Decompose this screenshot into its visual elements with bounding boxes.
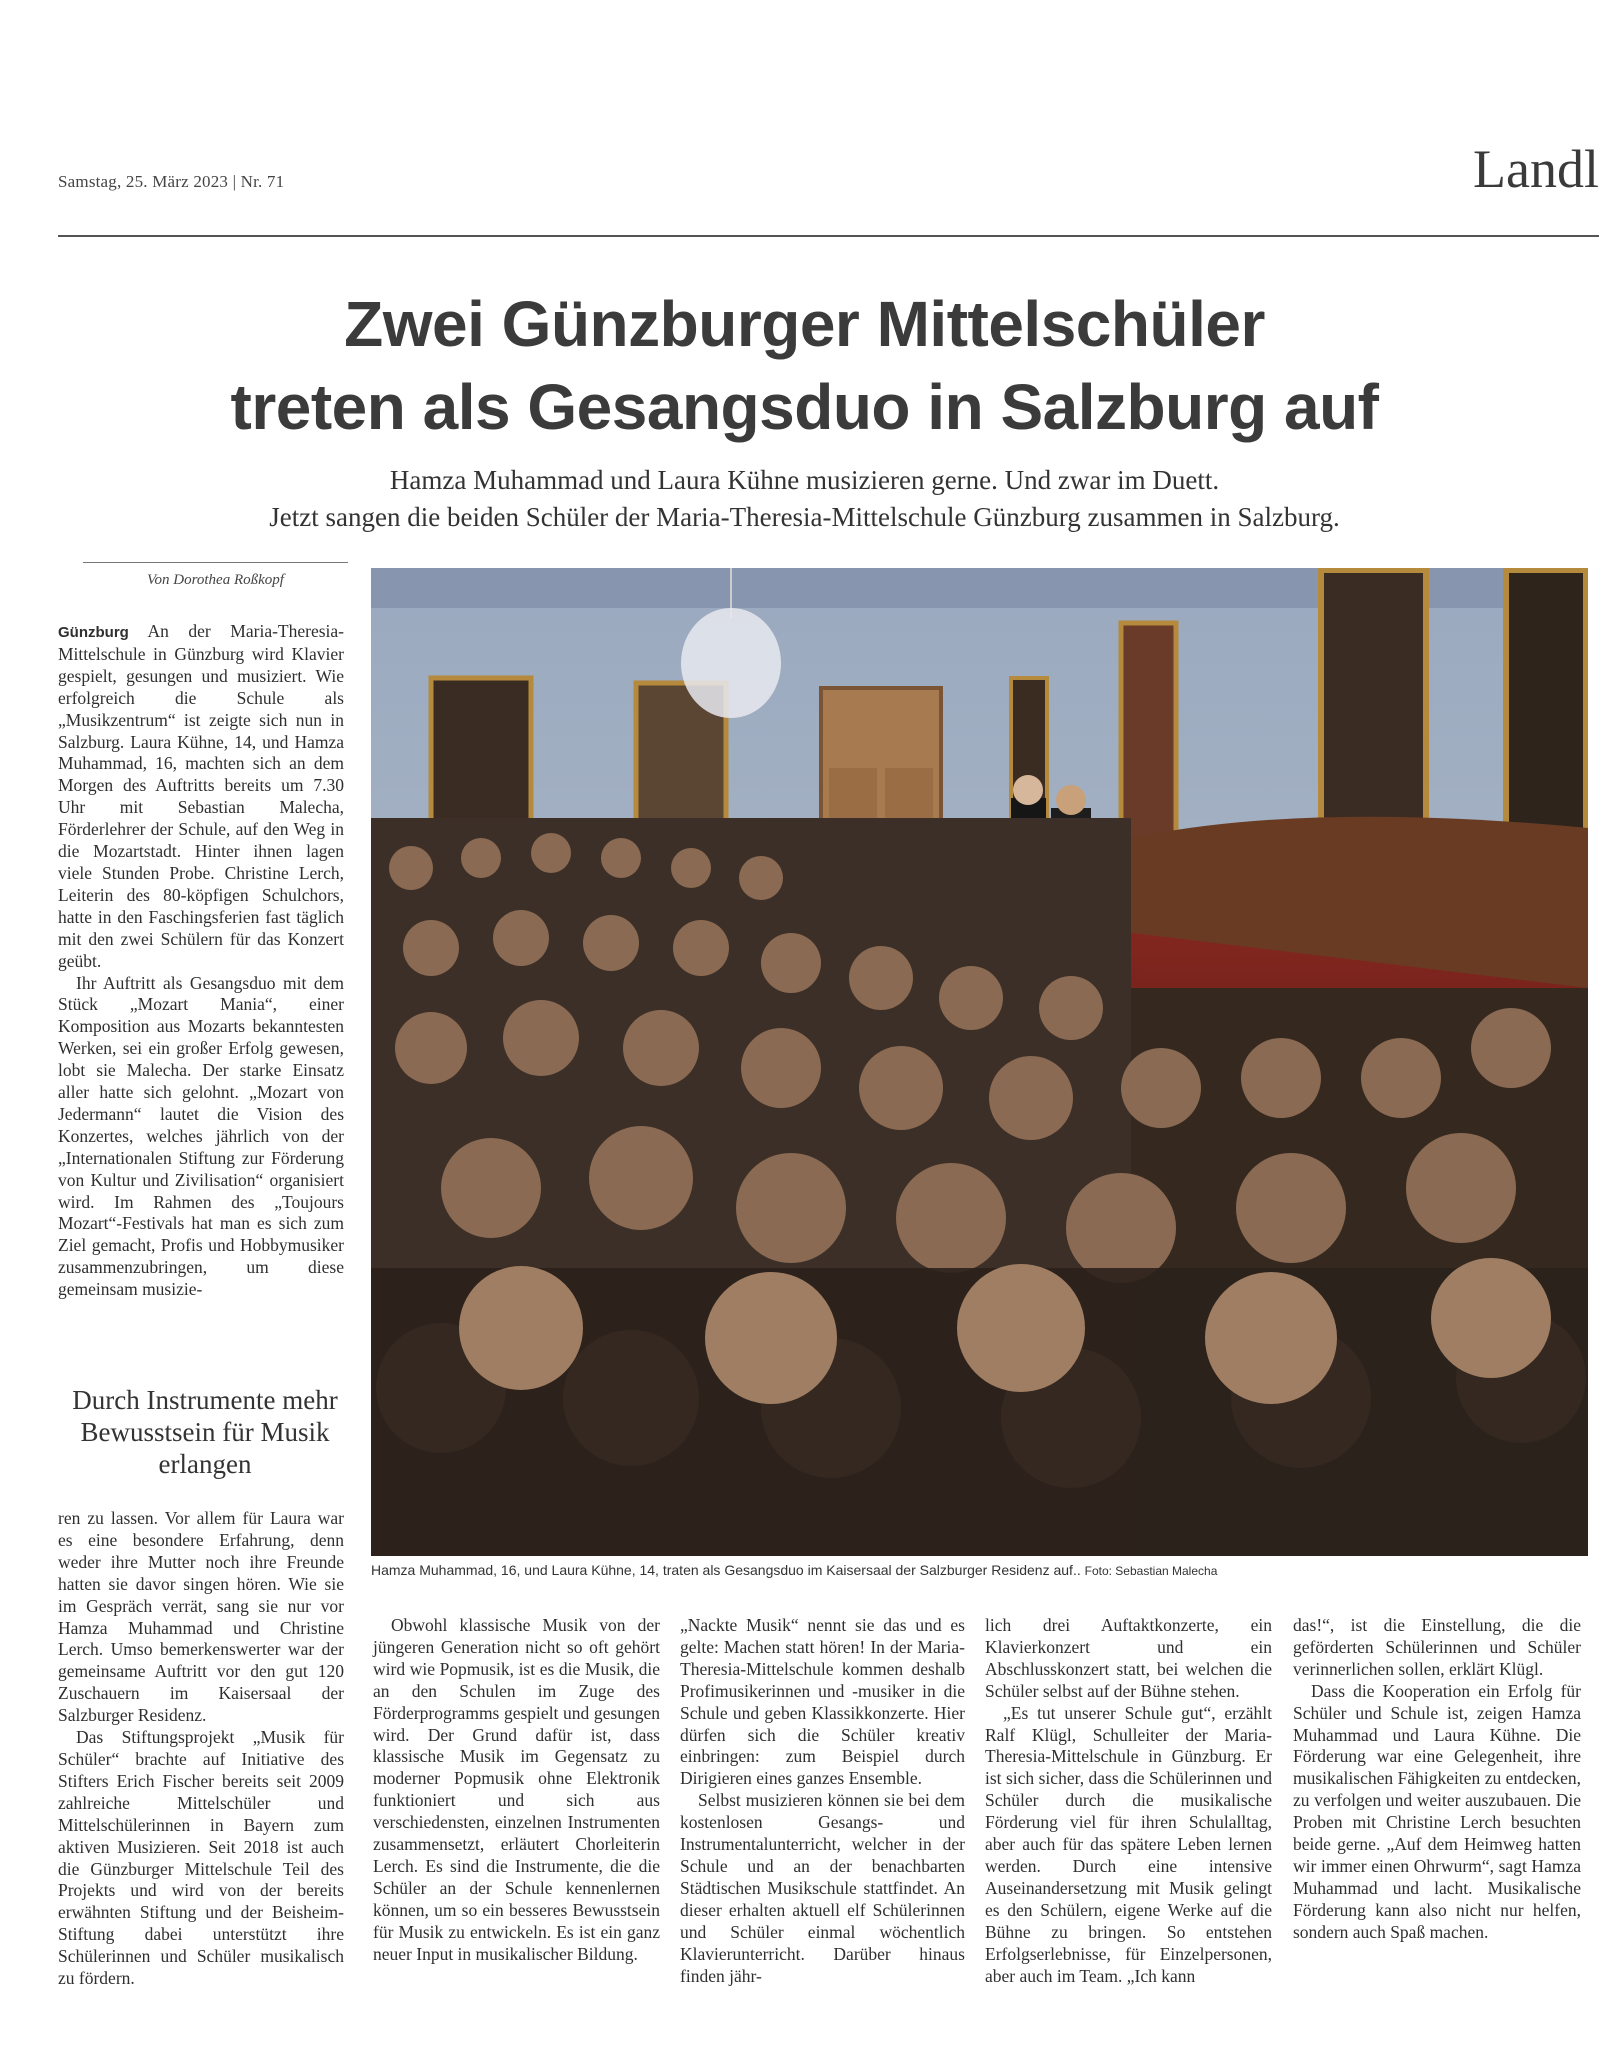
dateline-location: Günzburg xyxy=(58,624,129,641)
paragraph: Ihr Auftritt als Gesangsduo mit dem Stück „Mozart Mania“, einer Komposition aus Mozarts bekanntesten Werken, sei ein großer Erfolg gewesen, lobt sie Malecha. Der starke Einsatz aller hatte sich gelohnt. „Mozart von Jedermann“ lautet die Vision des Konzertes, welches jährlich von der „Internationalen Stiftung zur Förderung von Kultur und Zivilisation“ organisiert wird. Im Rahmen des „Toujours Mozart“-Festivals hat man es sich zum Ziel gemacht, Profis und Hobbymusiker zusammenzubringen, um diese gemeinsam musizie- xyxy=(58,972,344,1300)
column-5 xyxy=(1293,1615,1581,1944)
column-3 xyxy=(680,1615,965,1987)
headline xyxy=(0,283,1609,449)
photo-credit: Foto: Sebastian Malecha xyxy=(1084,1564,1218,1578)
dateline: Samstag, 25. März 2023 | Nr. 71 xyxy=(58,172,285,191)
paragraph: „Es tut unserer Schule gut“, erzählt Ralf Klügl, Schulleiter der Maria-Theresia-Mittelschule in Günzburg. Er ist sich sicher, dass die Schülerinnen und Schüler durch die musikalische Förderung viel für ihren Schulalltag, aber auch für das spätere Leben lernen werden. Durch eine intensive Auseinandersetzung mit Musik gelingt es den Schülern, eigene Werke auf die Bühne zu bringen. So entstehen Erfolgserlebnisse, für Einzelpersonen, aber auch im Team. „Ich kann xyxy=(985,1702,1272,1986)
paragraph: Obwohl klassische Musik von der jüngeren Generation nicht so oft gehört wird wie Popmusik, ist es die Musik, die an den Schulen im Zuge des Förderprogramms gespielt und gesungen wird. Der Grund dafür ist, dass klassische Musik im Gegensatz zu moderner Popmusik ohne Elektronik funktioniert und sich aus verschiedensten, einzelnen Instrumenten zusammensetzt, erläutert Chorleiterin Lerch. Es sind die Instrumente, die die Schüler an der Schule kennenlernen können, um so ein besseres Bewusstsein für Musik zu entwickeln. Es ist ein ganz neuer Input in musikalischer Bildung. xyxy=(373,1615,660,1964)
section-title: Landl xyxy=(1473,139,1599,199)
column-1-bottom xyxy=(58,1508,344,1990)
column-1-top xyxy=(58,621,344,1301)
concert-photo xyxy=(371,568,1588,1556)
column-2 xyxy=(373,1615,660,1966)
section-subheading: Durch Instrumente mehr Bewusstsein für Musik erlangen xyxy=(72,1385,338,1479)
paragraph: „Nackte Musik“ nennt sie das und es gelte: Machen statt hören! In der Maria-Theresia-Mittelschule kommen deshalb Profimusikerinnen und -musiker in die Schule und geben Klassikkonzerte. Hier dürfen sich die Schüler kreativ einbringen: zum Beispiel durch Dirigieren eines ganzes Ensemble. xyxy=(680,1615,965,1789)
caption-text: Hamza Muhammad, 16, und Laura Kühne, 14, traten als Gesangsduo im Kaisersaal der Salzburger Residenz auf.. xyxy=(371,1562,1081,1578)
author-divider xyxy=(83,562,348,563)
header-divider xyxy=(58,235,1599,237)
photo-caption xyxy=(371,1562,1588,1578)
paragraph: Selbst musizieren können sie bei dem kostenlosen Gesangs- und Instrumentalunterricht, welcher in der Schule und an der benachbarten Städtischen Musikschule stattfindet. An dieser erhalten aktuell elf Schülerinnen und Schüler einmal wöchentlich Klavierunterricht. Darüber hinaus finden jähr- xyxy=(680,1790,965,1986)
headline-line-2: treten als Gesangsduo in Salzburg auf xyxy=(230,371,1379,443)
author-byline: Von Dorothea Roßkopf xyxy=(147,572,284,588)
paragraph: lich drei Auftaktkonzerte, ein Klavierkonzert und ein Abschlusskonzert statt, bei welchen die Schüler selbst auf der Bühne stehen. xyxy=(985,1615,1272,1701)
paragraph: Günzburg An der Maria-Theresia-Mittelschule in Günzburg wird Klavier gespielt, gesungen und musiziert. Wie erfolgreich die Schule als „Musikzentrum“ ist zeigte sich nun in Salzburg. Laura Kühne, 14, und Hamza Muhammad, 16, machten sich an dem Morgen des Auftritts bereits um 7.30 Uhr mit Sebastian Malecha, Förderlehrer der Schule, auf den Weg in die Mozartstadt. Hinter ihnen lagen viele Stunden Probe. Christine Lerch, Leiterin des 80-köpfigen Schulchors, hatte in den Faschingsferien fast täglich mit den zwei Schülern für das Konzert geübt. xyxy=(58,621,344,971)
paragraph: das!“, ist die Einstellung, die die geförderten Schülerinnen und Schüler verinnerlichen sollen, erklärt Klügl. xyxy=(1293,1615,1581,1679)
paragraph: ren zu lassen. Vor allem für Laura war es eine besondere Erfahrung, denn weder ihre Mutter noch ihre Freunde hatten sie davor singen hören. Wie sie im Gespräch verrät, sang sie nur vor Hamza Muhammad und Christine Lerch. Umso bemerkenswerter war der gemeinsame Auftritt vor den gut 120 Zuschauern im Kaisersaal der Salzburger Residenz. xyxy=(58,1508,344,1726)
column-4 xyxy=(985,1615,1272,1987)
subheadline-line-2: Jetzt sangen die beiden Schüler der Maria-Theresia-Mittelschule Günzburg zusammen in Salzburg. xyxy=(269,502,1340,532)
paragraph: Das Stiftungsprojekt „Musik für Schüler“ brachte auf Initiative des Stifters Erich Fischer bereits seit 2009 zahlreiche Mittelschüler und Mittelschülerinnen in Bayern zum aktiven Musizieren. Seit 2018 ist auch die Günzburger Mittelschule Teil des Projekts und wird von der bereits erwähnten Stiftung und der Beisheim-Stiftung dabei unterstützt ihre Schülerinnen und Schüler musikalisch zu fördern. xyxy=(58,1727,344,1989)
paragraph: Dass die Kooperation ein Erfolg für Schüler und Schule ist, zeigen Hamza Muhammad und Laura Kühne. Die Förderung war eine Gelegenheit, ihre musikalischen Fähigkeiten zu entdecken, zu verfolgen und weiter auszubauen. Die Proben mit Christine Lerch besuchten beide gerne. „Auf dem Heimweg hatten wir immer einen Ohrwurm“, sagt Hamza Muhammad und lacht. Musikalische Förderung kann also nicht nur helfen, sondern auch Spaß machen. xyxy=(1293,1680,1581,1942)
subheadline xyxy=(0,462,1609,536)
headline-line-1: Zwei Günzburger Mittelschüler xyxy=(344,288,1265,360)
subheadline-line-1: Hamza Muhammad und Laura Kühne musizieren gerne. Und zwar im Duett. xyxy=(389,465,1220,495)
